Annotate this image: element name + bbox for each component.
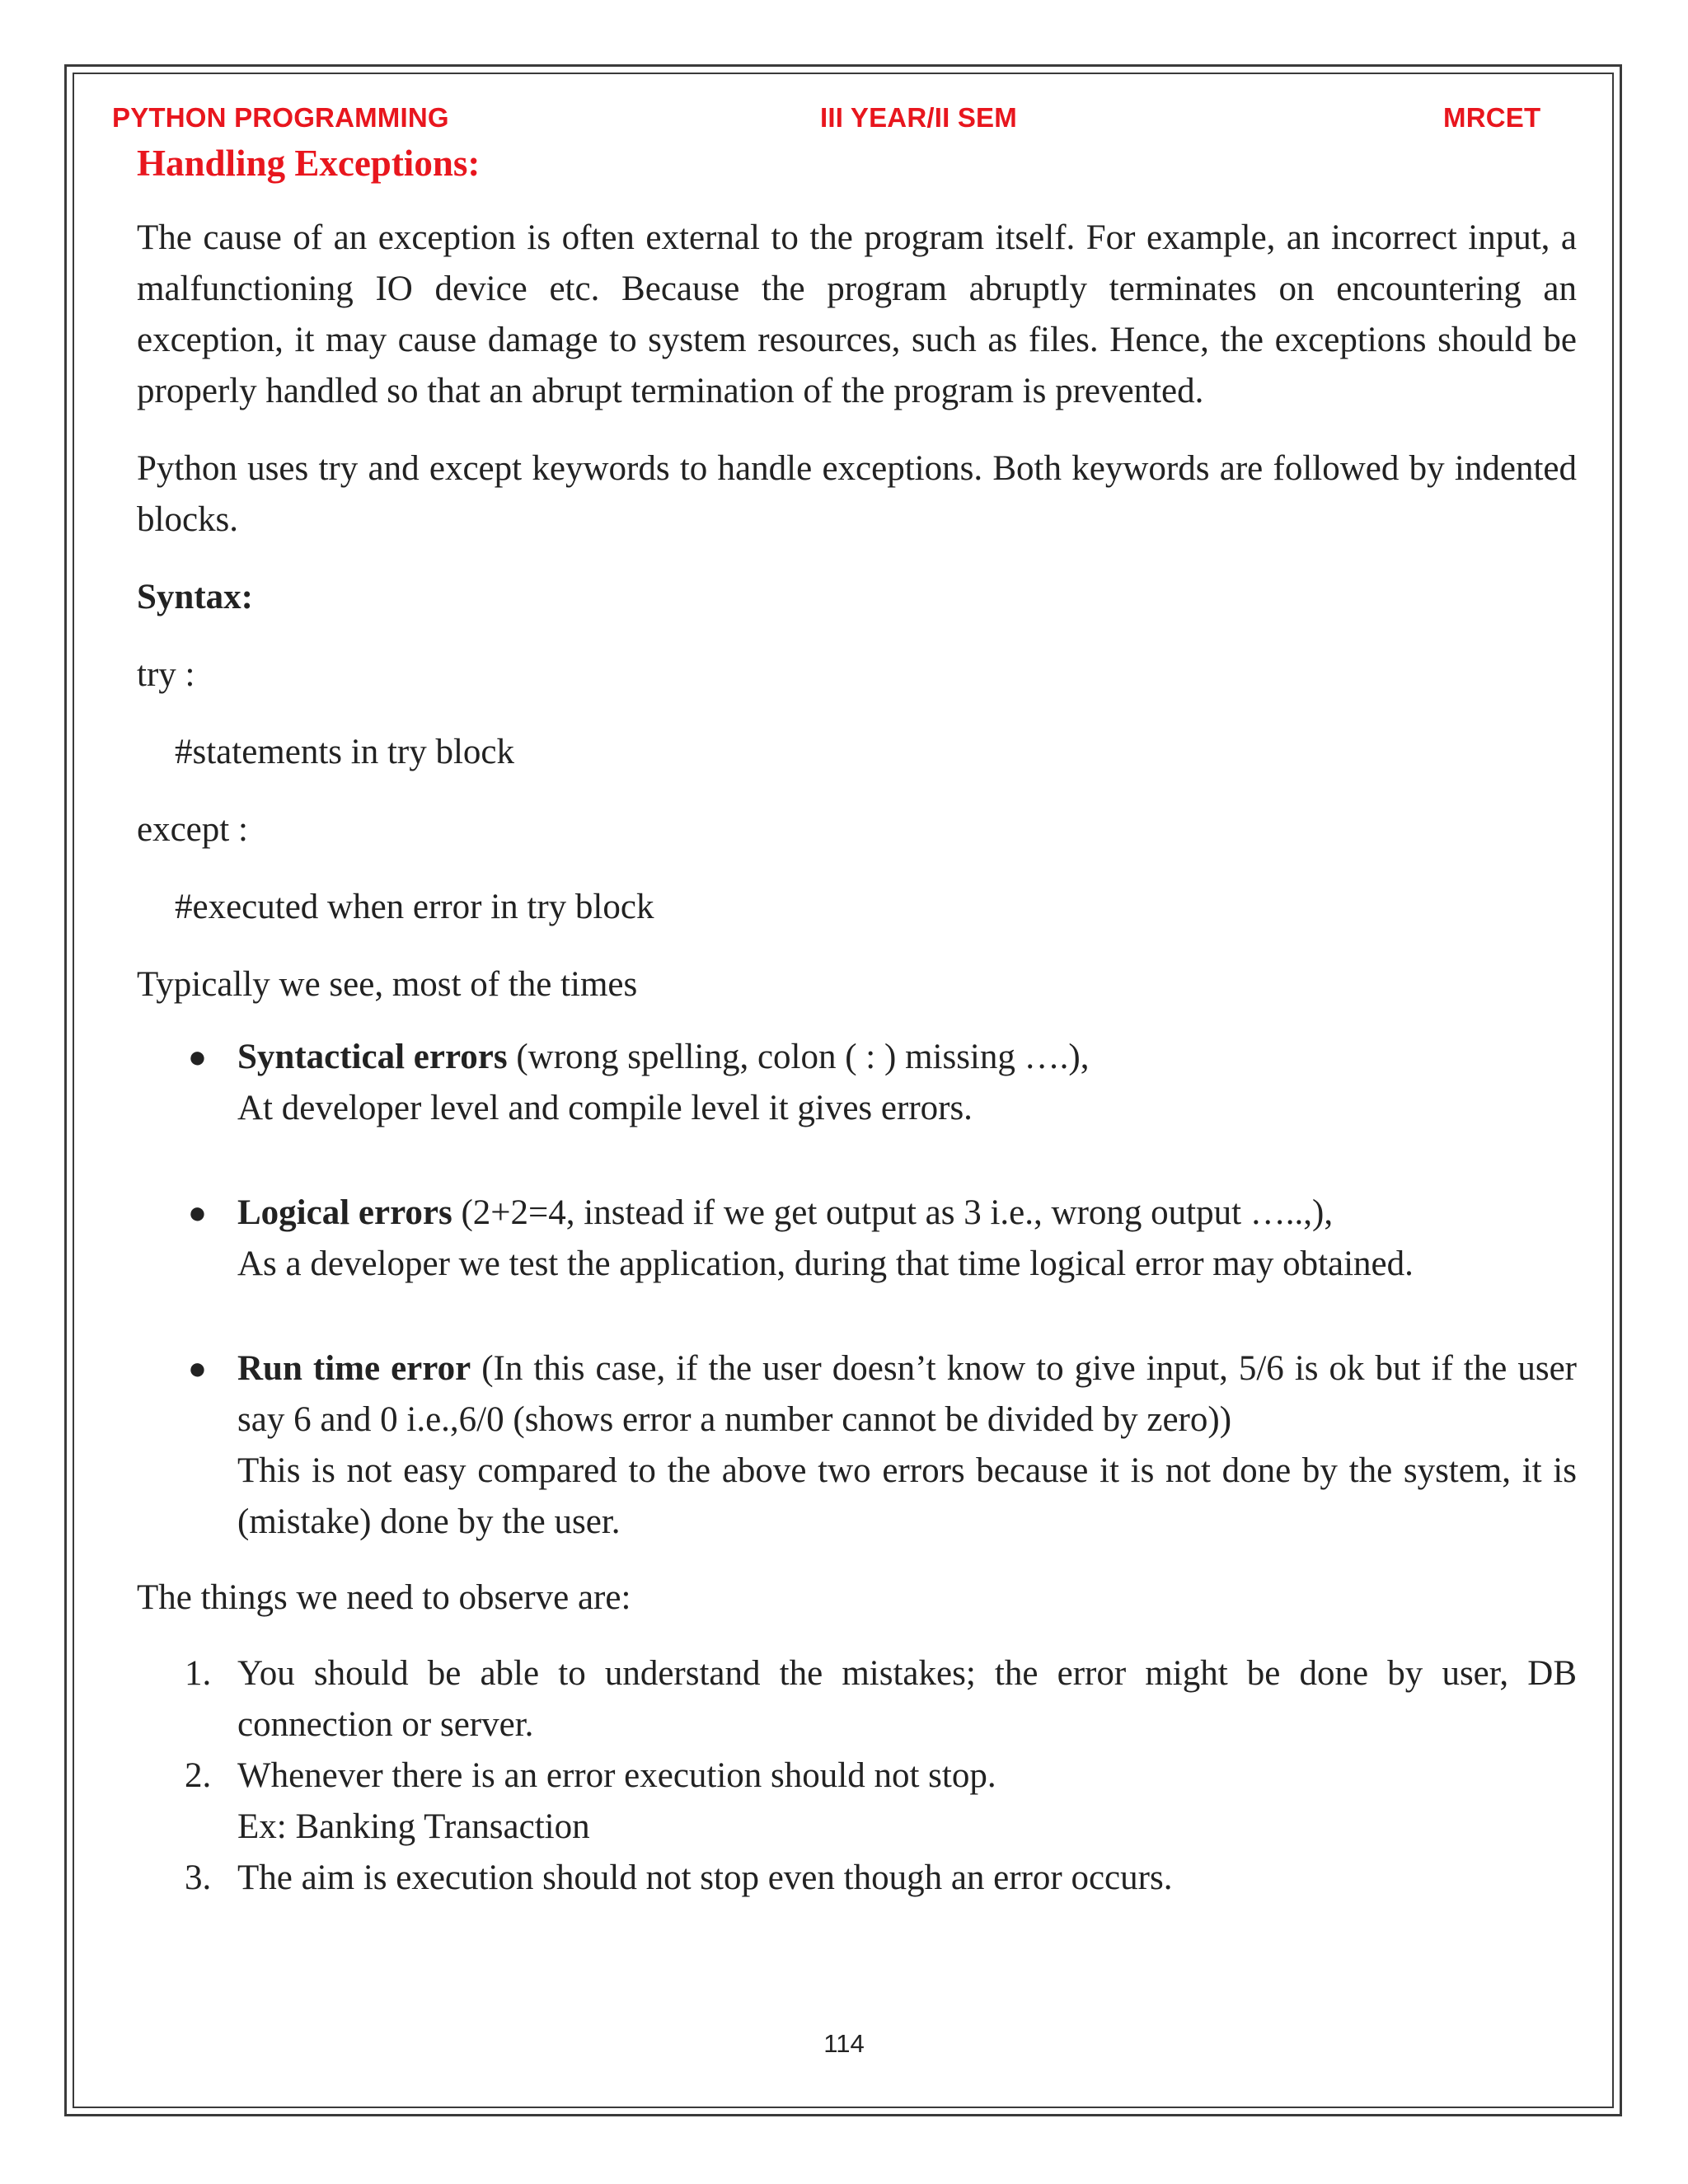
list-item [137, 1032, 1577, 1134]
observe-heading: The things we need to observe are: [137, 1578, 631, 1617]
page-content [137, 138, 1577, 1904]
error-type-description: This is not easy compared to the above two errors because it is not done by the system, it is (mistake) done by the user. [237, 1451, 1577, 1541]
page-number: 114 [823, 2029, 865, 2058]
item-number: 2. [185, 1756, 212, 1795]
header-institution: MRCET [1443, 102, 1541, 133]
item-number: 1. [185, 1654, 212, 1693]
error-type-detail: (wrong spelling, colon ( : ) missing ….), [507, 1038, 1090, 1076]
error-type-detail: (In this case, if the user doesn’t know to give input, 5/6 is ok but if the user say 6 and 0 i.e.,6/0 (shows error a number cannot be divided by zero)) [237, 1349, 1577, 1439]
list-item [137, 1648, 1577, 1750]
error-type-detail: (2+2=4, instead if we get output as 3 i.e., wrong output …..,), [452, 1193, 1334, 1232]
error-types-list [137, 1032, 1577, 1548]
error-type-name: Logical errors [237, 1193, 452, 1232]
section-title: Handling Exceptions: [137, 143, 481, 184]
header-semester: III YEAR/II SEM [820, 102, 1017, 133]
bullet-icon: ● [188, 1352, 207, 1386]
error-type-description: As a developer we test the application, during that time logical error may obtained. [237, 1244, 1414, 1283]
syntax-except: except : [137, 810, 248, 849]
syntax-try-comment: #statements in try block [175, 733, 515, 771]
paragraph-intro: The cause of an exception is often external to the program itself. For example, an incorrect input, a malfunctioning IO device etc. Because the program abruptly terminates on encountering an exception, it may cause damage to system resources, such as files. Hence, the exceptions should be properly handled so that an abrupt termination of the program is prevented. [137, 218, 1577, 410]
item-number: 3. [185, 1858, 212, 1897]
item-text: Whenever there is an error execution should not stop. [237, 1756, 996, 1795]
error-type-description: At developer level and compile level it gives errors. [237, 1089, 973, 1127]
item-text: The aim is execution should not stop even though an error occurs. [237, 1858, 1173, 1897]
bullet-icon: ● [188, 1196, 207, 1230]
error-type-name: Run time error [237, 1349, 471, 1388]
typically-line: Typically we see, most of the times [137, 965, 638, 1004]
item-text: You should be able to understand the mistakes; the error might be done by user, DB connection or server. [237, 1654, 1577, 1744]
list-item [137, 1343, 1577, 1548]
list-item [137, 1188, 1577, 1290]
syntax-except-comment: #executed when error in try block [175, 888, 654, 926]
item-subtext: Ex: Banking Transaction [237, 1807, 590, 1846]
list-item [137, 1750, 1577, 1853]
syntax-heading: Syntax: [137, 578, 253, 616]
syntax-try: try : [137, 655, 195, 694]
observations-list [137, 1648, 1577, 1904]
bullet-icon: ● [188, 1040, 207, 1075]
error-type-name: Syntactical errors [237, 1038, 508, 1076]
list-item [137, 1853, 1577, 1904]
header-course: PYTHON PROGRAMMING [112, 102, 449, 133]
paragraph-try-except: Python uses try and except keywords to handle exceptions. Both keywords are followed by indented blocks. [137, 449, 1577, 539]
